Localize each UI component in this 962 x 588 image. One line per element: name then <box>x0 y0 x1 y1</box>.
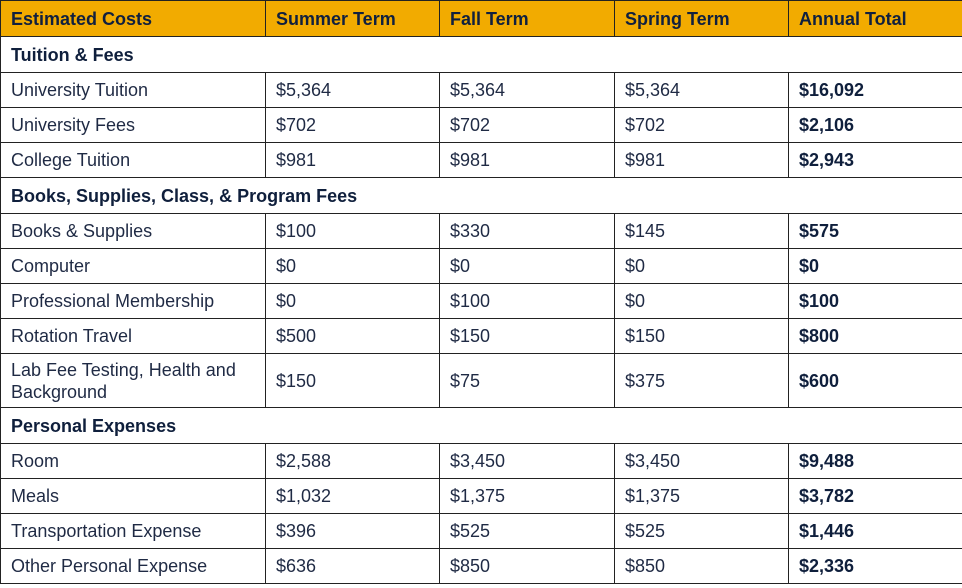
fall-cell: $1,375 <box>440 479 615 514</box>
spring-cell: $3,450 <box>615 444 789 479</box>
fall-cell: $525 <box>440 514 615 549</box>
summer-cell: $150 <box>266 354 440 408</box>
row-label: Room <box>1 444 266 479</box>
header-estimated-costs: Estimated Costs <box>1 1 266 37</box>
annual-total-cell: $2,106 <box>789 108 962 143</box>
summer-cell: $5,364 <box>266 73 440 108</box>
summer-cell: $2,588 <box>266 444 440 479</box>
table-row <box>1 214 962 249</box>
annual-total-cell: $600 <box>789 354 962 408</box>
fall-cell: $850 <box>440 549 615 584</box>
fall-cell: $100 <box>440 284 615 319</box>
table-row <box>1 444 962 479</box>
annual-total-cell: $16,092 <box>789 73 962 108</box>
spring-cell: $150 <box>615 319 789 354</box>
section-row <box>1 408 962 444</box>
annual-total-cell: $100 <box>789 284 962 319</box>
fall-cell: $3,450 <box>440 444 615 479</box>
summer-cell: $0 <box>266 284 440 319</box>
header-row <box>1 1 962 37</box>
summer-cell: $500 <box>266 319 440 354</box>
spring-cell: $0 <box>615 284 789 319</box>
summer-cell: $636 <box>266 549 440 584</box>
annual-total-cell: $0 <box>789 249 962 284</box>
header-summer-term: Summer Term <box>266 1 440 37</box>
table-row <box>1 143 962 178</box>
fall-cell: $981 <box>440 143 615 178</box>
summer-cell: $981 <box>266 143 440 178</box>
table-row <box>1 319 962 354</box>
section-row <box>1 178 962 214</box>
section-title: Books, Supplies, Class, & Program Fees <box>1 178 962 214</box>
annual-total-cell: $800 <box>789 319 962 354</box>
section-row <box>1 37 962 73</box>
section-title: Tuition & Fees <box>1 37 962 73</box>
fall-cell: $5,364 <box>440 73 615 108</box>
row-label: Professional Membership <box>1 284 266 319</box>
spring-cell: $981 <box>615 143 789 178</box>
fall-cell: $150 <box>440 319 615 354</box>
summer-cell: $1,032 <box>266 479 440 514</box>
spring-cell: $375 <box>615 354 789 408</box>
row-label: Transportation Expense <box>1 514 266 549</box>
annual-total-cell: $1,446 <box>789 514 962 549</box>
table-row <box>1 514 962 549</box>
summer-cell: $0 <box>266 249 440 284</box>
summer-cell: $702 <box>266 108 440 143</box>
spring-cell: $702 <box>615 108 789 143</box>
annual-total-cell: $3,782 <box>789 479 962 514</box>
fall-cell: $702 <box>440 108 615 143</box>
spring-cell: $850 <box>615 549 789 584</box>
table-row <box>1 479 962 514</box>
table-row <box>1 354 962 408</box>
fall-cell: $75 <box>440 354 615 408</box>
annual-total-cell: $9,488 <box>789 444 962 479</box>
row-label: Computer <box>1 249 266 284</box>
table-row <box>1 73 962 108</box>
table-row <box>1 108 962 143</box>
row-label: Other Personal Expense <box>1 549 266 584</box>
annual-total-cell: $2,943 <box>789 143 962 178</box>
row-label: University Fees <box>1 108 266 143</box>
row-label: College Tuition <box>1 143 266 178</box>
row-label: Lab Fee Testing, Health and Background <box>1 354 266 408</box>
table-row <box>1 549 962 584</box>
spring-cell: $5,364 <box>615 73 789 108</box>
row-label: University Tuition <box>1 73 266 108</box>
spring-cell: $1,375 <box>615 479 789 514</box>
spring-cell: $0 <box>615 249 789 284</box>
header-fall-term: Fall Term <box>440 1 615 37</box>
section-title: Personal Expenses <box>1 408 962 444</box>
table-row <box>1 249 962 284</box>
spring-cell: $145 <box>615 214 789 249</box>
annual-total-cell: $575 <box>789 214 962 249</box>
row-label: Meals <box>1 479 266 514</box>
header-annual-total: Annual Total <box>789 1 962 37</box>
summer-cell: $100 <box>266 214 440 249</box>
fall-cell: $0 <box>440 249 615 284</box>
fall-cell: $330 <box>440 214 615 249</box>
summer-cell: $396 <box>266 514 440 549</box>
row-label: Books & Supplies <box>1 214 266 249</box>
spring-cell: $525 <box>615 514 789 549</box>
row-label: Rotation Travel <box>1 319 266 354</box>
header-spring-term: Spring Term <box>615 1 789 37</box>
table-row <box>1 284 962 319</box>
annual-total-cell: $2,336 <box>789 549 962 584</box>
